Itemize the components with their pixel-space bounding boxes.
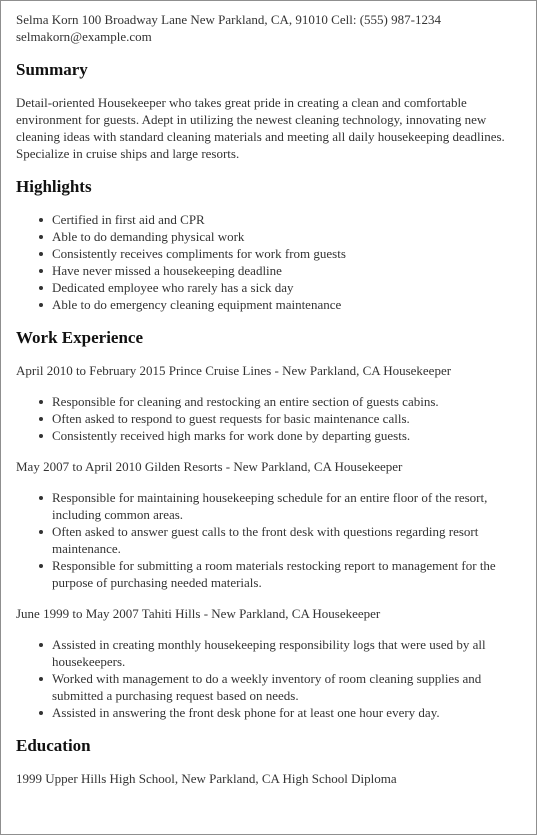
list-item: Responsible for submitting a room materials restocking report to management for the purpose of purchasing needed materials. — [52, 557, 526, 591]
list-item: Assisted in answering the front desk phone for at least one hour every day. — [52, 704, 526, 721]
job-heading: June 1999 to May 2007 Tahiti Hills - New Parkland, CA Housekeeper — [16, 606, 381, 621]
list-item: Assisted in creating monthly housekeeping responsibility logs that were used by all housekeepers. — [52, 636, 526, 670]
education-section — [16, 736, 526, 787]
list-item: Able to do demanding physical work — [52, 228, 526, 245]
contact-email: selmakorn@example.com — [16, 29, 152, 44]
list-item: Have never missed a housekeeping deadline — [52, 262, 526, 279]
resume-content — [16, 11, 526, 787]
contact-address-line: Selma Korn 100 Broadway Lane New Parkland, CA, 91010 Cell: (555) 987-1234 — [16, 12, 441, 27]
list-item: Often asked to respond to guest requests for basic maintenance calls. — [52, 410, 526, 427]
highlights-section — [16, 177, 526, 313]
highlights-list — [16, 211, 526, 313]
list-item: Consistently receives compliments for work from guests — [52, 245, 526, 262]
job-bullets — [16, 489, 526, 591]
education-entry: 1999 Upper Hills High School, New Parkland, CA High School Diploma — [16, 771, 397, 786]
list-item: Certified in first aid and CPR — [52, 211, 526, 228]
list-item: Able to do emergency cleaning equipment maintenance — [52, 296, 526, 313]
summary-heading: Summary — [16, 60, 88, 79]
job-entry — [16, 605, 526, 721]
job-bullets — [16, 636, 526, 721]
summary-text: Detail-oriented Housekeeper who takes great pride in creating a clean and comfortable environment for guests. Adept in utilizing the newest cleaning technology, innovating new cleaning ideas with standard cleaning materials and meeting all daily housekeeping deadlines. Specialize in cruise ships and large resorts. — [16, 95, 505, 161]
list-item: Often asked to answer guest calls to the front desk with questions regarding resort maintenance. — [52, 523, 526, 557]
experience-heading: Work Experience — [16, 328, 144, 347]
list-item: Worked with management to do a weekly inventory of room cleaning supplies and submitted a purchasing request based on needs. — [52, 670, 526, 704]
job-entry — [16, 458, 526, 591]
education-heading: Education — [16, 736, 91, 755]
list-item: Consistently received high marks for work done by departing guests. — [52, 427, 526, 444]
job-heading: May 2007 to April 2010 Gilden Resorts - New Parkland, CA Housekeeper — [16, 459, 403, 474]
list-item: Responsible for maintaining housekeeping schedule for an entire floor of the resort, including common areas. — [52, 489, 526, 523]
job-entry — [16, 362, 526, 444]
job-heading: April 2010 to February 2015 Prince Cruise Lines - New Parkland, CA Housekeeper — [16, 363, 452, 378]
list-item: Responsible for cleaning and restocking an entire section of guests cabins. — [52, 393, 526, 410]
list-item: Dedicated employee who rarely has a sick day — [52, 279, 526, 296]
highlights-heading: Highlights — [16, 177, 92, 196]
experience-section — [16, 328, 526, 721]
contact-block — [16, 11, 526, 45]
summary-section — [16, 60, 526, 162]
job-bullets — [16, 393, 526, 444]
